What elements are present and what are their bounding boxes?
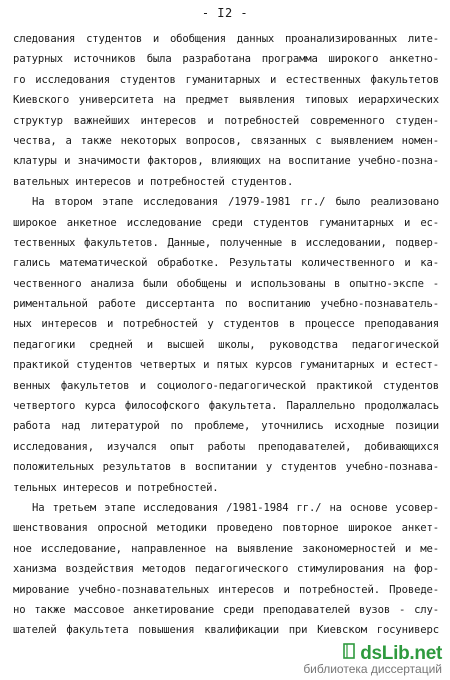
text-line: клатуры и значимости факторов, влияющих на воспитание учебно-позна- bbox=[13, 155, 439, 168]
text-line: структур важнейших интересов и потребностей современного студен- bbox=[13, 114, 439, 127]
text-line: ханизма воздействия методов педагогического стимулирования на фор- bbox=[13, 563, 439, 576]
text-line: шенствования опросной методики проведено повторное широкое анкет- bbox=[13, 522, 439, 535]
text-line: практикой студентов четвертых и пятых курсов гуманитарных и естест- bbox=[13, 359, 439, 372]
text-line: педагогики средней и высшей школы, руководства педагогической bbox=[13, 338, 439, 351]
text-line: мирование учебно-познавательных интересов и потребностей. Проведе- bbox=[13, 583, 439, 596]
text-line: го исследования студентов гуманитарных и естественных факультетов bbox=[13, 73, 439, 86]
page-number: - I2 - bbox=[201, 6, 249, 20]
text-line: На третьем этапе исследования /1981-1984 гг./ на основе усовер- bbox=[32, 501, 439, 514]
text-line: ное исследование, направленное на выявление закономерностей и ме- bbox=[13, 542, 439, 555]
text-line: Киевского университета на предмет выявления типовых иерархических bbox=[13, 94, 439, 107]
text-line: четвертого курса философского факультета. Параллельно продолжалась bbox=[13, 400, 439, 413]
text-line: широкое анкетное исследование среди студентов гуманитарных и ес- bbox=[13, 216, 439, 229]
watermark-brand-main: dsLib bbox=[360, 643, 410, 664]
text-line: чественного анализа были обобщены и использованы в опытно-экспе - bbox=[13, 277, 439, 290]
text-line: тественных факультетов. Данные, полученные в исследовании, подвер- bbox=[13, 236, 439, 249]
text-line: чества, а также некоторых вопросов, связанных с выявлением номен- bbox=[13, 134, 439, 147]
text-line: но также массовое анкетирование среди преподавателей вузов - слу- bbox=[13, 603, 439, 616]
watermark-brand-tld: .net bbox=[409, 643, 442, 664]
watermark-tagline: библиотека диссертаций bbox=[303, 662, 442, 676]
text-line: вательных интересов и потребностей студентов. bbox=[13, 175, 294, 188]
text-line: На втором этапе исследования /1979-1981 гг./ было реализовано bbox=[32, 196, 439, 209]
text-line: работа над литературой по проблеме, уточнились исходные позиции bbox=[13, 420, 439, 433]
watermark-logo bbox=[303, 643, 442, 676]
text-line: ных интересов и потребностей у студентов в процессе преподавания bbox=[13, 318, 439, 331]
text-line: положительных результатов в воспитании у студентов учебно-познава- bbox=[13, 461, 439, 474]
text-line: тельных интересов и потребностей. bbox=[13, 481, 219, 494]
text-line: шателей факультета повышения квалификации при Киевском госуниверс bbox=[13, 624, 439, 637]
text-line: гались математической обработке. Результаты количественного и ка- bbox=[13, 257, 439, 270]
text-line: ратурных источников была разработана программа широкого анкетно- bbox=[13, 53, 439, 66]
document-body bbox=[13, 29, 439, 641]
text-line: риментальной работе диссертанта по воспитанию учебно-познаватель- bbox=[13, 298, 439, 311]
text-line: следования студентов и обобщения данных проанализированных лите- bbox=[13, 33, 439, 45]
text-line: венных факультетов и социолого-педагогической практикой студентов bbox=[13, 379, 439, 392]
book-icon bbox=[343, 643, 357, 659]
text-line: исследования, изучался опыт работы преподавателей, добивающихся bbox=[13, 440, 439, 453]
